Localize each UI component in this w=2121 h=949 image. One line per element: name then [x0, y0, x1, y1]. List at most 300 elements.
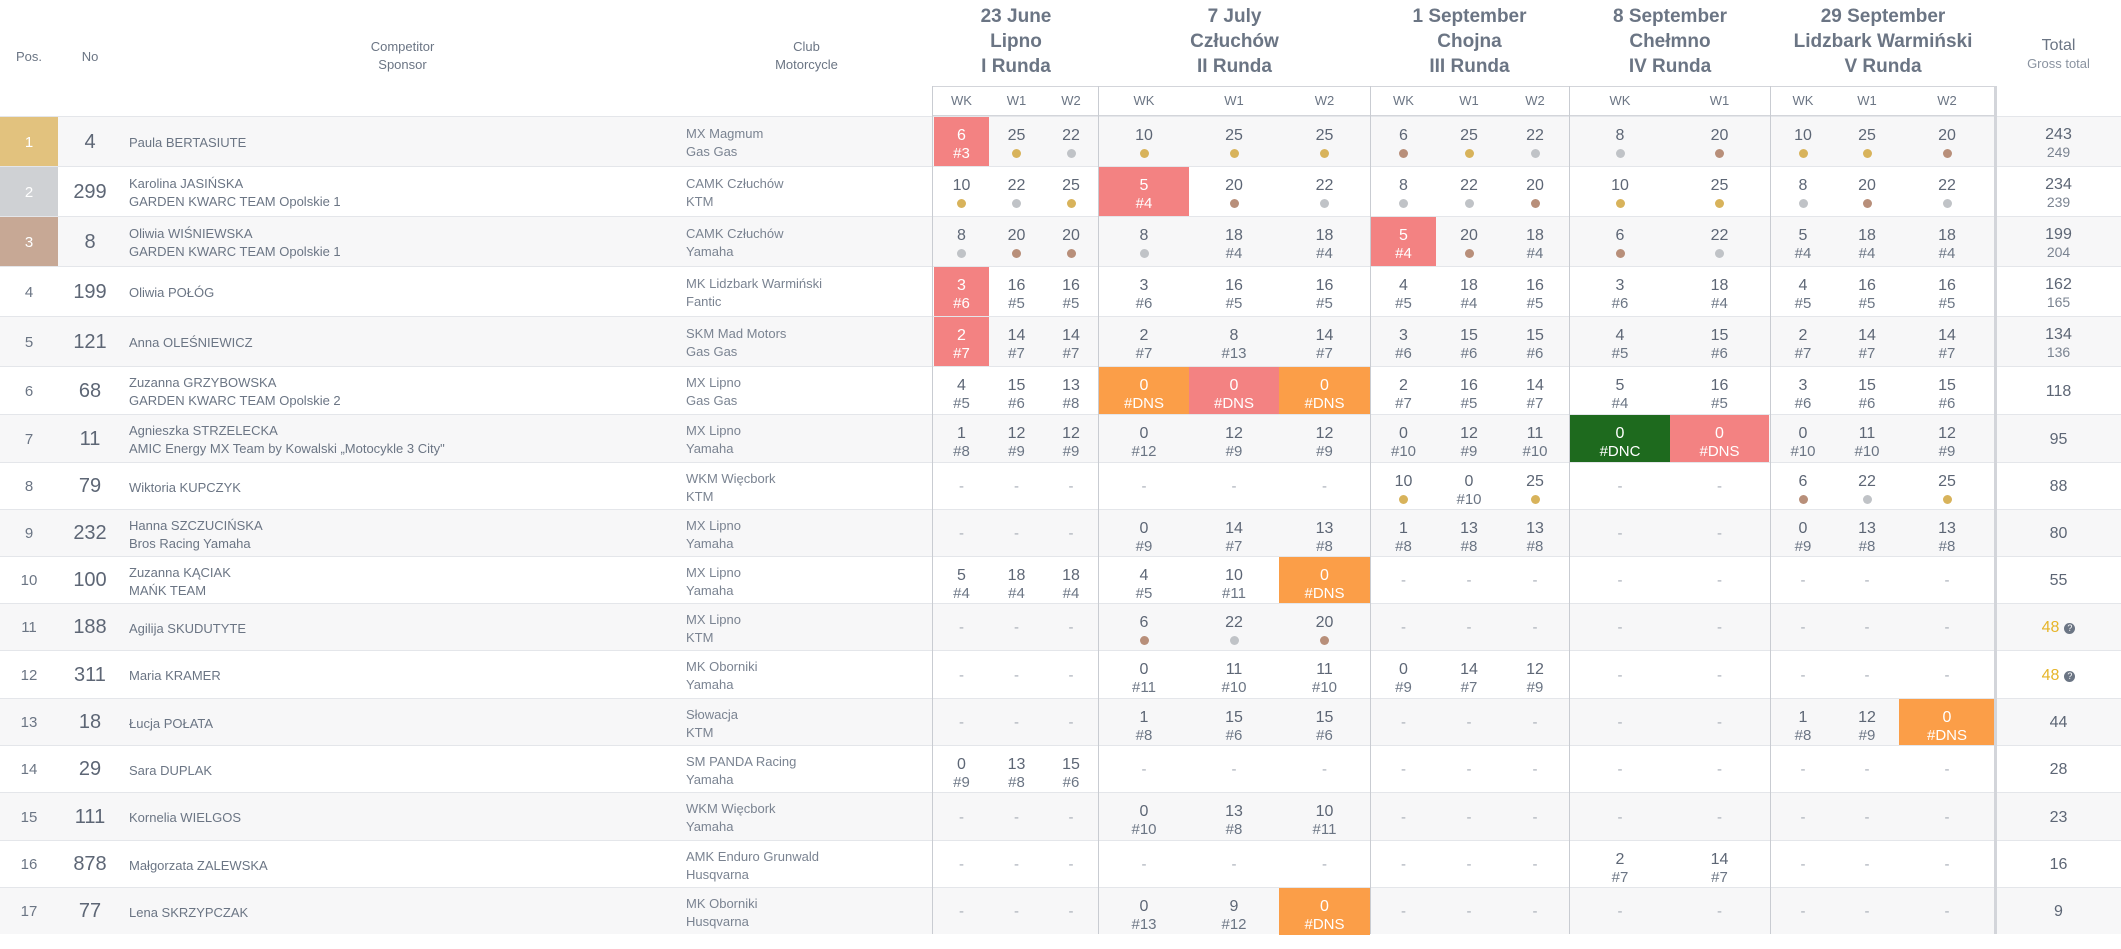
- empty-result: -: [1864, 666, 1870, 684]
- gold-medal-dot: [1012, 149, 1021, 158]
- club-name: MK Oborniki: [686, 659, 758, 674]
- result-cell: [1899, 463, 1995, 510]
- table-row: [0, 366, 2121, 414]
- sponsor-name: GARDEN KWARC TEAM Opolskie 1: [129, 244, 341, 259]
- empty-result: -: [1617, 478, 1623, 495]
- result-cell: [1436, 463, 1502, 510]
- heat-points: 15: [1315, 709, 1334, 726]
- heat-rank: #13: [1131, 916, 1157, 933]
- result-cell: [1771, 793, 1835, 841]
- result-cell: [1371, 117, 1436, 167]
- bib-number: 311: [74, 663, 106, 686]
- result-cell: [1189, 604, 1279, 651]
- result-cell: [1044, 793, 1098, 841]
- total-value: 95: [2049, 430, 2068, 448]
- medal-dot-wrap: [989, 245, 1044, 263]
- bronze-medal-dot: [1067, 249, 1076, 258]
- heat-rank: #12: [1221, 916, 1247, 933]
- result-cell: [1044, 841, 1098, 888]
- heat-rank: #6: [1395, 345, 1412, 362]
- club-cell: [686, 699, 926, 746]
- heat-points: 8: [1615, 127, 1625, 144]
- heat-points: 10: [1135, 127, 1153, 144]
- competitor-name: Łucja POŁATA: [129, 715, 214, 731]
- total-cell: [1996, 167, 2121, 217]
- result-cell: [989, 415, 1044, 463]
- empty-result: -: [1532, 572, 1538, 589]
- bib-number: 232: [73, 522, 107, 544]
- heat-rank: #7: [1711, 869, 1728, 886]
- result-cell: [1189, 117, 1279, 167]
- gross-total-value: 249: [2046, 143, 2071, 160]
- result-cell: [1279, 888, 1370, 935]
- heat-rank: #3: [953, 145, 970, 162]
- result-cell: [1771, 463, 1835, 510]
- table-row: [0, 603, 2121, 650]
- heat-points: 14: [1315, 327, 1334, 344]
- heat-points: 25: [1460, 127, 1478, 144]
- medal-dot-wrap: [1771, 145, 1835, 163]
- total-value: 55: [2049, 572, 2068, 589]
- result-cell: [1189, 415, 1279, 463]
- heat-col-header: WK: [1393, 93, 1414, 108]
- empty-result: -: [959, 619, 964, 636]
- result-cell: [1279, 415, 1370, 463]
- heat-points: 8: [1139, 227, 1149, 244]
- heat-points: 11: [1526, 425, 1544, 442]
- result-cell: [1189, 367, 1279, 415]
- heat-points: 0: [1320, 898, 1329, 915]
- medal-dot-wrap: [934, 195, 989, 213]
- result-cell: [1570, 699, 1670, 746]
- medal-dot-wrap: [1279, 195, 1370, 213]
- heat-rank: #11: [1222, 585, 1246, 602]
- result-cell: [1189, 841, 1279, 888]
- motorcycle-name: Yamaha: [686, 441, 734, 456]
- bib-number: 79: [78, 475, 102, 497]
- result-cell: [1371, 841, 1436, 888]
- result-cell: [1099, 841, 1189, 888]
- result-cell: [1371, 415, 1436, 463]
- heat-rank: #7: [1858, 345, 1876, 362]
- club-name: CAMK Człuchów: [686, 176, 784, 191]
- medal-dot-wrap: [1371, 145, 1436, 163]
- club-name: WKM Więcbork: [686, 470, 776, 486]
- gross-total-value: 204: [2046, 243, 2071, 260]
- result-cell: [1371, 699, 1436, 746]
- club-name: WKM Więcbork: [686, 801, 776, 816]
- result-cell: [989, 367, 1044, 415]
- heat-rank: #10: [1390, 443, 1417, 460]
- result-cell: [1371, 167, 1436, 217]
- silver-medal-dot: [1140, 249, 1149, 258]
- heat-rank: #5: [1225, 295, 1243, 312]
- heat-points: 16: [1526, 277, 1544, 294]
- result-cell: [1189, 167, 1279, 217]
- position-cell: 1: [0, 117, 58, 167]
- bronze-medal-dot: [1465, 249, 1474, 258]
- result-cell: [1502, 117, 1568, 167]
- heat-rank: #5: [1135, 585, 1153, 602]
- position-cell: 8: [24, 478, 34, 495]
- round-name: I Runda: [981, 56, 1051, 77]
- result-cell: [1570, 557, 1670, 604]
- result-cell: [934, 415, 989, 463]
- heat-points: 0: [1942, 709, 1952, 726]
- result-cell: [1189, 746, 1279, 793]
- heat-points: 4: [957, 377, 966, 394]
- result-cell: [1835, 415, 1899, 463]
- result-cell: [1044, 557, 1098, 604]
- result-cell: [1502, 317, 1568, 367]
- heat-points: 15: [1858, 377, 1876, 394]
- motorcycle-name: Yamaha: [686, 819, 734, 834]
- total-points: [2045, 125, 2072, 144]
- heat-points: 2: [1399, 377, 1408, 394]
- result-cell: [1371, 510, 1436, 557]
- heat-points: 13: [1858, 520, 1876, 537]
- competitor-name: Maria KRAMER: [129, 668, 221, 683]
- result-cell: [1436, 604, 1502, 651]
- club-cell: [686, 167, 926, 217]
- empty-result: -: [1141, 856, 1147, 873]
- empty-result: -: [1617, 903, 1623, 920]
- competitor-name: Anna OLEŚNIEWICZ: [129, 335, 253, 350]
- result-cell: [1099, 463, 1189, 510]
- result-cell: [1771, 746, 1835, 793]
- club-name: MX Lipno: [686, 517, 741, 533]
- club-cell: [686, 793, 926, 841]
- result-cell: [1771, 167, 1835, 217]
- heat-points: 18: [1062, 567, 1080, 584]
- heat-points: 0: [957, 756, 966, 773]
- heat-points: 20: [1007, 227, 1026, 244]
- heat-points: 2: [957, 327, 966, 344]
- result-cell: [1771, 510, 1835, 557]
- empty-result: -: [1944, 761, 1950, 778]
- heat-points: 5: [1798, 227, 1808, 244]
- heat-points: 20: [1710, 127, 1729, 144]
- heat-col-header: WK: [951, 93, 972, 108]
- heat-points: 25: [1938, 473, 1956, 490]
- heat-points: 14: [1007, 327, 1026, 344]
- heat-points: 15: [1007, 377, 1026, 394]
- empty-result: -: [1014, 525, 1019, 542]
- club-cell: [686, 651, 926, 699]
- result-cell: [934, 557, 989, 604]
- result-cell: [1371, 793, 1436, 841]
- result-cell: [1044, 463, 1098, 510]
- heat-rank: #6: [1135, 295, 1153, 312]
- total-points: [2045, 325, 2072, 344]
- heat-points: 14: [1858, 327, 1876, 344]
- club-name: MX Lipno: [686, 611, 741, 627]
- heat-rank: #7: [1938, 345, 1956, 362]
- result-cell: [1899, 793, 1995, 841]
- result-cell: [1570, 167, 1670, 217]
- total-points: [2045, 175, 2072, 194]
- heat-points: 22: [1007, 177, 1026, 194]
- result-cell: [934, 267, 989, 317]
- gross-total-label: Gross total: [2027, 56, 2090, 71]
- total-cell: [1996, 117, 2121, 167]
- heat-points: 0: [1139, 661, 1149, 678]
- result-cell: [989, 651, 1044, 699]
- gold-medal-dot: [1531, 495, 1540, 504]
- empty-result: -: [1401, 856, 1406, 873]
- heat-points: 11: [1225, 661, 1243, 678]
- result-cell: [1899, 367, 1995, 415]
- empty-result: -: [1617, 666, 1623, 684]
- no-header: No: [81, 49, 99, 64]
- gold-medal-dot: [1230, 149, 1239, 158]
- heat-points: 12: [1315, 425, 1334, 442]
- table-row: [0, 745, 2121, 792]
- competitor-cell: [129, 604, 679, 651]
- round-header: [934, 4, 1098, 79]
- club-name: SKM Mad Motors: [686, 326, 787, 341]
- club-name: CAMK Człuchów: [686, 226, 784, 241]
- heat-points: 14: [1938, 327, 1956, 344]
- result-cell: [1570, 888, 1670, 935]
- result-cell: [1099, 415, 1189, 463]
- motorcycle-name: Gas Gas: [686, 144, 738, 159]
- result-cell: [1279, 746, 1370, 793]
- result-cell: [989, 557, 1044, 604]
- total-cell: [1996, 651, 2121, 699]
- result-cell: [1570, 317, 1670, 367]
- empty-result: -: [1401, 714, 1406, 731]
- heat-rank: #7: [1062, 345, 1080, 362]
- result-cell: [1044, 217, 1098, 267]
- result-cell: [1570, 510, 1670, 557]
- table-row: [0, 216, 2121, 266]
- result-cell: [934, 841, 989, 888]
- help-icon[interactable]: ?: [2064, 623, 2075, 634]
- heat-points: 13: [1062, 377, 1080, 394]
- competitor-name: Zuzanna KĄCIAK: [129, 564, 231, 580]
- bronze-medal-dot: [1531, 199, 1540, 208]
- medal-dot-wrap: [1279, 145, 1370, 163]
- medal-dot-wrap: [1371, 491, 1436, 509]
- heat-points: 4: [1615, 327, 1625, 344]
- result-cell: [934, 746, 989, 793]
- result-cell: [1835, 267, 1899, 317]
- round-date: 1 September: [1412, 6, 1527, 27]
- result-cell: [1044, 317, 1098, 367]
- result-cell: [1279, 651, 1370, 699]
- club-cell: [686, 888, 926, 935]
- heat-rank: #5: [953, 395, 970, 412]
- heat-rank: #DNS: [1304, 916, 1345, 933]
- medal-dot-wrap: [1835, 145, 1899, 163]
- medal-dot-wrap: [1670, 195, 1769, 213]
- heat-points: 15: [1710, 327, 1729, 344]
- heat-points: 5: [957, 567, 966, 584]
- heat-points: 3: [1139, 277, 1149, 294]
- result-cell: [1044, 699, 1098, 746]
- heat-points: 8: [1798, 177, 1808, 194]
- pos-header: Pos.: [15, 49, 42, 64]
- heat-rank: #4: [1062, 585, 1080, 602]
- heat-rank: #7: [1395, 395, 1412, 412]
- result-cell: [1771, 217, 1835, 267]
- result-cell: [1099, 367, 1189, 415]
- empty-result: -: [1532, 619, 1538, 636]
- result-cell: [1279, 217, 1370, 267]
- heat-points: 22: [1938, 177, 1956, 194]
- result-cell: [989, 167, 1044, 217]
- heat-points: 16: [1062, 277, 1080, 294]
- heat-points: 10: [952, 177, 971, 194]
- club-cell: [686, 746, 926, 793]
- result-cell: [1899, 217, 1995, 267]
- motorcycle-name: Yamaha: [686, 244, 734, 259]
- sponsor-label: Sponsor: [378, 57, 427, 72]
- empty-result: -: [1717, 478, 1722, 495]
- result-cell: [1899, 557, 1995, 604]
- heat-points: 14: [1526, 377, 1544, 394]
- result-cell: [1099, 557, 1189, 604]
- result-cell: [1189, 463, 1279, 510]
- heat-rank: #6: [1526, 345, 1544, 362]
- result-cell: [1835, 217, 1899, 267]
- round-separator: [1569, 86, 1570, 934]
- result-cell: [989, 888, 1044, 935]
- motorcycle-name: Yamaha: [686, 535, 734, 551]
- club-name: MX Lipno: [686, 375, 741, 390]
- result-cell: [1436, 510, 1502, 557]
- heat-points: 0: [1139, 803, 1149, 820]
- result-cell: [1099, 217, 1189, 267]
- total-points: [2054, 902, 2063, 921]
- empty-result: -: [1068, 903, 1074, 920]
- heat-rank: #9: [1938, 443, 1956, 460]
- result-cell: [934, 117, 989, 167]
- heat-points: 22: [1315, 177, 1334, 194]
- heat-rank: #7: [1526, 395, 1544, 412]
- result-cell: [1189, 217, 1279, 267]
- medal-dot-wrap: [1044, 145, 1098, 163]
- empty-result: -: [1717, 619, 1722, 636]
- heat-rank: #6: [1858, 395, 1876, 412]
- heat-rank: #10: [1790, 443, 1816, 460]
- empty-result: -: [1717, 714, 1722, 731]
- result-cell: [1436, 117, 1502, 167]
- bib-number: 4: [84, 130, 96, 153]
- empty-result: -: [1068, 666, 1074, 684]
- heat-rank: #4: [1316, 245, 1333, 262]
- result-cell: [1099, 651, 1189, 699]
- empty-result: -: [1717, 525, 1722, 542]
- result-cell: [1279, 604, 1370, 651]
- result-cell: [1899, 267, 1995, 317]
- result-cell: [1570, 267, 1670, 317]
- empty-result: -: [1068, 856, 1074, 873]
- competitor-cell: [129, 367, 679, 415]
- total-points: [2045, 225, 2072, 244]
- competitor-cell: [129, 746, 679, 793]
- result-cell: [1371, 217, 1436, 267]
- medal-dot-wrap: [1189, 632, 1279, 650]
- result-cell: [1771, 117, 1835, 167]
- heat-points: 14: [1062, 327, 1080, 344]
- empty-result: -: [1466, 714, 1472, 731]
- empty-result: -: [1231, 761, 1237, 778]
- total-cell: [1996, 557, 2121, 604]
- heat-points: 25: [1062, 177, 1080, 194]
- result-cell: [1502, 463, 1568, 510]
- heat-col-header: W1: [1006, 93, 1027, 108]
- result-cell: [1771, 888, 1835, 935]
- heat-rank: #DNS: [1213, 395, 1254, 412]
- heat-points: 15: [1225, 709, 1243, 726]
- result-cell: [1371, 746, 1436, 793]
- result-cell: [1570, 746, 1670, 793]
- competitor-name: Sara DUPLAK: [129, 762, 213, 778]
- heat-points: 18: [1710, 277, 1729, 294]
- heat-points: 4: [1399, 277, 1408, 294]
- silver-medal-dot: [1067, 149, 1076, 158]
- empty-result: -: [959, 714, 964, 731]
- competitor-header: [120, 38, 685, 74]
- club-name: MK Oborniki: [686, 895, 758, 911]
- result-cell: [1502, 746, 1568, 793]
- result-cell: [1899, 841, 1995, 888]
- empty-result: -: [1864, 619, 1870, 636]
- gold-medal-dot: [957, 199, 966, 208]
- heat-points: 20: [1315, 614, 1334, 631]
- result-cell: [1670, 167, 1769, 217]
- heat-points: 22: [1460, 177, 1478, 194]
- result-cell: [1670, 267, 1769, 317]
- total-value: 28: [2049, 761, 2068, 778]
- help-icon[interactable]: ?: [2064, 671, 2075, 682]
- heat-rank: #7: [1316, 345, 1333, 362]
- total-value: 48: [2041, 666, 2060, 684]
- position-cell: 12: [20, 666, 38, 684]
- empty-result: -: [1014, 478, 1019, 495]
- heat-rank: #7: [953, 345, 970, 362]
- empty-result: -: [1014, 666, 1019, 684]
- result-cell: [1502, 651, 1568, 699]
- round-name: V Runda: [1844, 56, 1922, 77]
- empty-result: -: [1401, 761, 1406, 778]
- result-cell: [1771, 267, 1835, 317]
- gold-medal-dot: [1465, 149, 1474, 158]
- competitor-cell: [129, 699, 679, 746]
- heat-points: 16: [1938, 277, 1956, 294]
- heat-points: 8: [1229, 327, 1239, 344]
- heat-rank: #DNS: [1304, 395, 1345, 412]
- result-cell: [1670, 557, 1769, 604]
- empty-result: -: [1068, 619, 1074, 636]
- heat-points: 16: [1007, 277, 1026, 294]
- heat-rank: #5: [1794, 295, 1812, 312]
- heat-points: 16: [1460, 377, 1478, 394]
- total-value: 118: [2045, 382, 2072, 400]
- heat-points: 10: [1315, 803, 1334, 820]
- result-cell: [1279, 167, 1370, 217]
- total-cell: [1996, 604, 2121, 651]
- empty-result: -: [1068, 714, 1074, 731]
- empty-result: -: [1532, 761, 1538, 778]
- competitor-cell: [129, 415, 679, 463]
- round-place: Lidzbark Warmiński: [1793, 31, 1973, 52]
- heat-rank: #7: [1135, 345, 1153, 362]
- club-cell: [686, 510, 926, 557]
- heat-rank: #8: [1526, 538, 1544, 555]
